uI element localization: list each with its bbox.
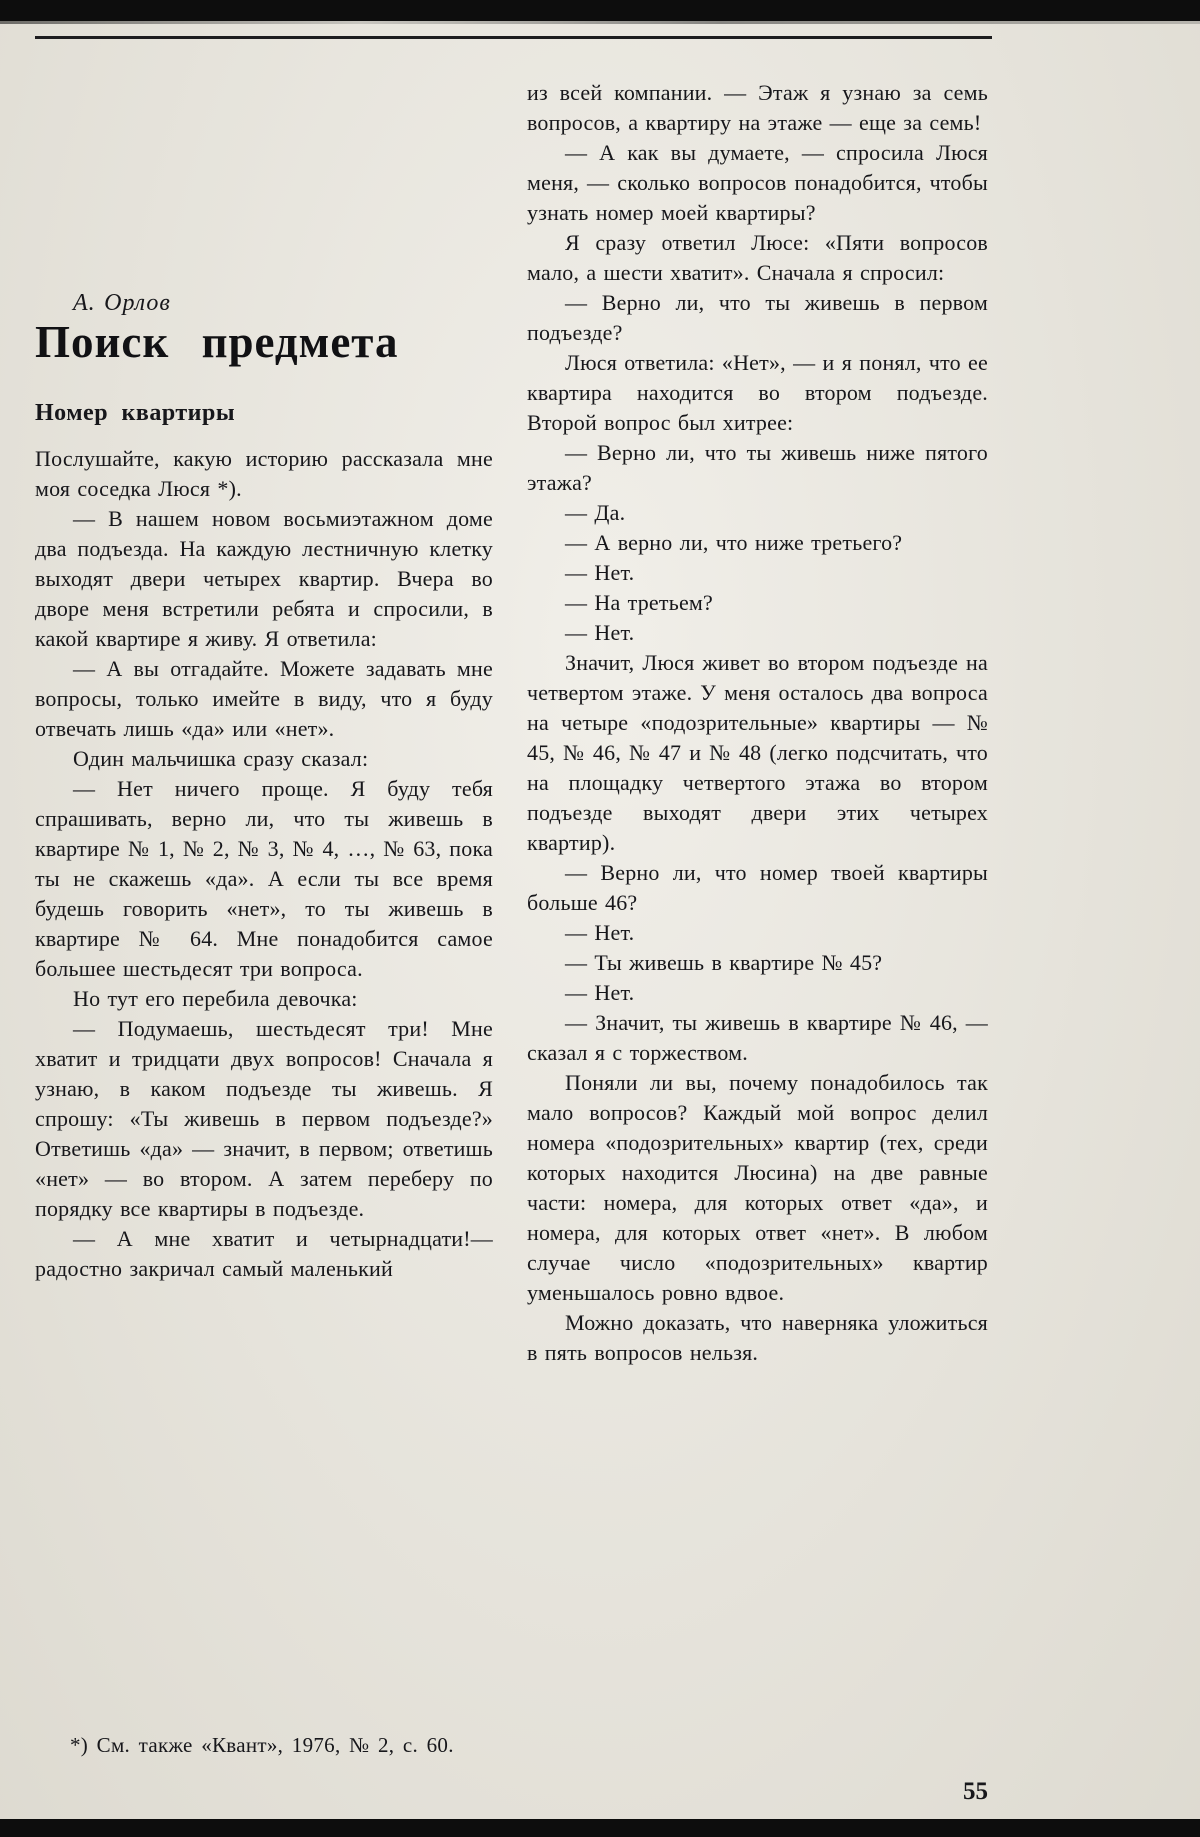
left-column xyxy=(35,288,493,1284)
paragraph: Но тут его перебила девочка: xyxy=(73,986,358,1011)
paragraph: — Верно ли, что ты живешь ниже пятого этажа? xyxy=(527,440,988,495)
paragraph: Послушайте, какую историю рассказала мне моя соседка Люся *). xyxy=(35,446,493,501)
scan-edge-top xyxy=(0,0,1200,21)
paragraph: Поняли ли вы, почему понадобилось так мало вопросов? Каждый мой вопрос делил номера «подозрительных» квартир (тех, среди которых находится Люсина) на две равные части: номера, для которых ответ «да», и номера, для которых ответ «нет». В любом случае число «подозрительных» квартир уменьшалось ровно вдвое. xyxy=(527,1070,988,1305)
right-column-paragraphs xyxy=(527,78,988,1368)
paragraph: Один мальчишка сразу сказал: xyxy=(73,746,369,771)
paragraph: из всей компании. — Этаж я узнаю за семь вопросов, а квартиру на этаже — еще за семь! xyxy=(527,80,988,135)
paragraph: — Ты живешь в квартире № 45? xyxy=(565,950,883,975)
paragraph: Люся ответила: «Нет», — и я понял, что ее квартира находится во втором подъезде. Второй вопрос был хитрее: xyxy=(527,350,988,435)
paragraph: — Верно ли, что ты живешь в первом подъезде? xyxy=(527,290,988,345)
paragraph: — А как вы думаете, — спросила Люся меня, — сколько вопросов понадобится, чтобы узнать номер моей квартиры? xyxy=(527,140,988,225)
paragraph: — На третьем? xyxy=(565,590,713,615)
paragraph: — А верно ли, что ниже третьего? xyxy=(565,530,903,555)
article-title: Поиск предмета xyxy=(35,317,399,367)
left-column-paragraphs xyxy=(35,444,493,1284)
page-number: 55 xyxy=(963,1778,988,1805)
paragraph: Значит, Люся живет во втором подъезде на четвертом этаже. У меня осталось два вопроса на четыре «подозрительные» квартиры — № 45, № 46, № 47 и № 48 (легко подсчитать, что на площадку четвертого этажа во втором подъезде выходят двери этих четырех квартир). xyxy=(527,650,988,855)
right-column xyxy=(527,78,988,1368)
paragraph: — А вы отгадайте. Можете задавать мне вопросы, только имейте в виду, что я буду отвечать лишь «да» или «нет». xyxy=(35,656,493,741)
paragraph: Можно доказать, что наверняка уложиться в пять вопросов нельзя. xyxy=(527,1310,988,1365)
paragraph: — Верно ли, что номер твоей квартиры больше 46? xyxy=(527,860,988,915)
scan-edge-bottom xyxy=(0,1819,1200,1837)
author-name: А. Орлов xyxy=(73,290,171,316)
paragraph: — Нет. xyxy=(565,980,635,1005)
footnote: *) См. также «Квант», 1976, № 2, с. 60. xyxy=(70,1733,454,1757)
paragraph: Я сразу ответил Люсе: «Пяти вопросов мало, а шести хватит». Сначала я спросил: xyxy=(527,230,988,285)
paragraph: — Подумаешь, шестьдесят три! Мне хватит и тридцати двух вопросов! Сначала я узнаю, в каком подъезде ты живешь. Я спрошу: «Ты живешь в первом подъезде?» Ответишь «да» — значит, в первом; ответишь «нет» — во втором. А затем переберу по порядку все квартиры в подъезде. xyxy=(35,1016,493,1221)
paragraph: — А мне хватит и четырнадцати!— радостно закричал самый маленький xyxy=(35,1226,493,1281)
paragraph: — В нашем новом восьмиэтажном доме два подъезда. На каждую лестничную клетку выходят двери четырех квартир. Вчера во дворе меня встретили ребята и спросили, в какой квартире я живу. Я ответила: xyxy=(35,506,493,651)
paragraph: — Нет. xyxy=(565,620,635,645)
paragraph: — Нет. xyxy=(565,920,635,945)
section-heading: Номер квартиры xyxy=(35,400,236,426)
paragraph: — Да. xyxy=(565,500,626,525)
header-rule xyxy=(35,36,992,39)
paragraph: — Нет ничего проще. Я буду тебя спрашивать, верно ли, что ты живешь в квартире № 1, № 2, № 3, № 4, …, № 63, пока ты не скажешь «да». А если ты все время будешь говорить «нет», то ты живешь в квартире № 64. Мне понадобится самое большее шестьдесят три вопроса. xyxy=(35,776,493,981)
paragraph: — Значит, ты живешь в квартире № 46, — сказал я с торжеством. xyxy=(527,1010,988,1065)
paragraph: — Нет. xyxy=(565,560,635,585)
